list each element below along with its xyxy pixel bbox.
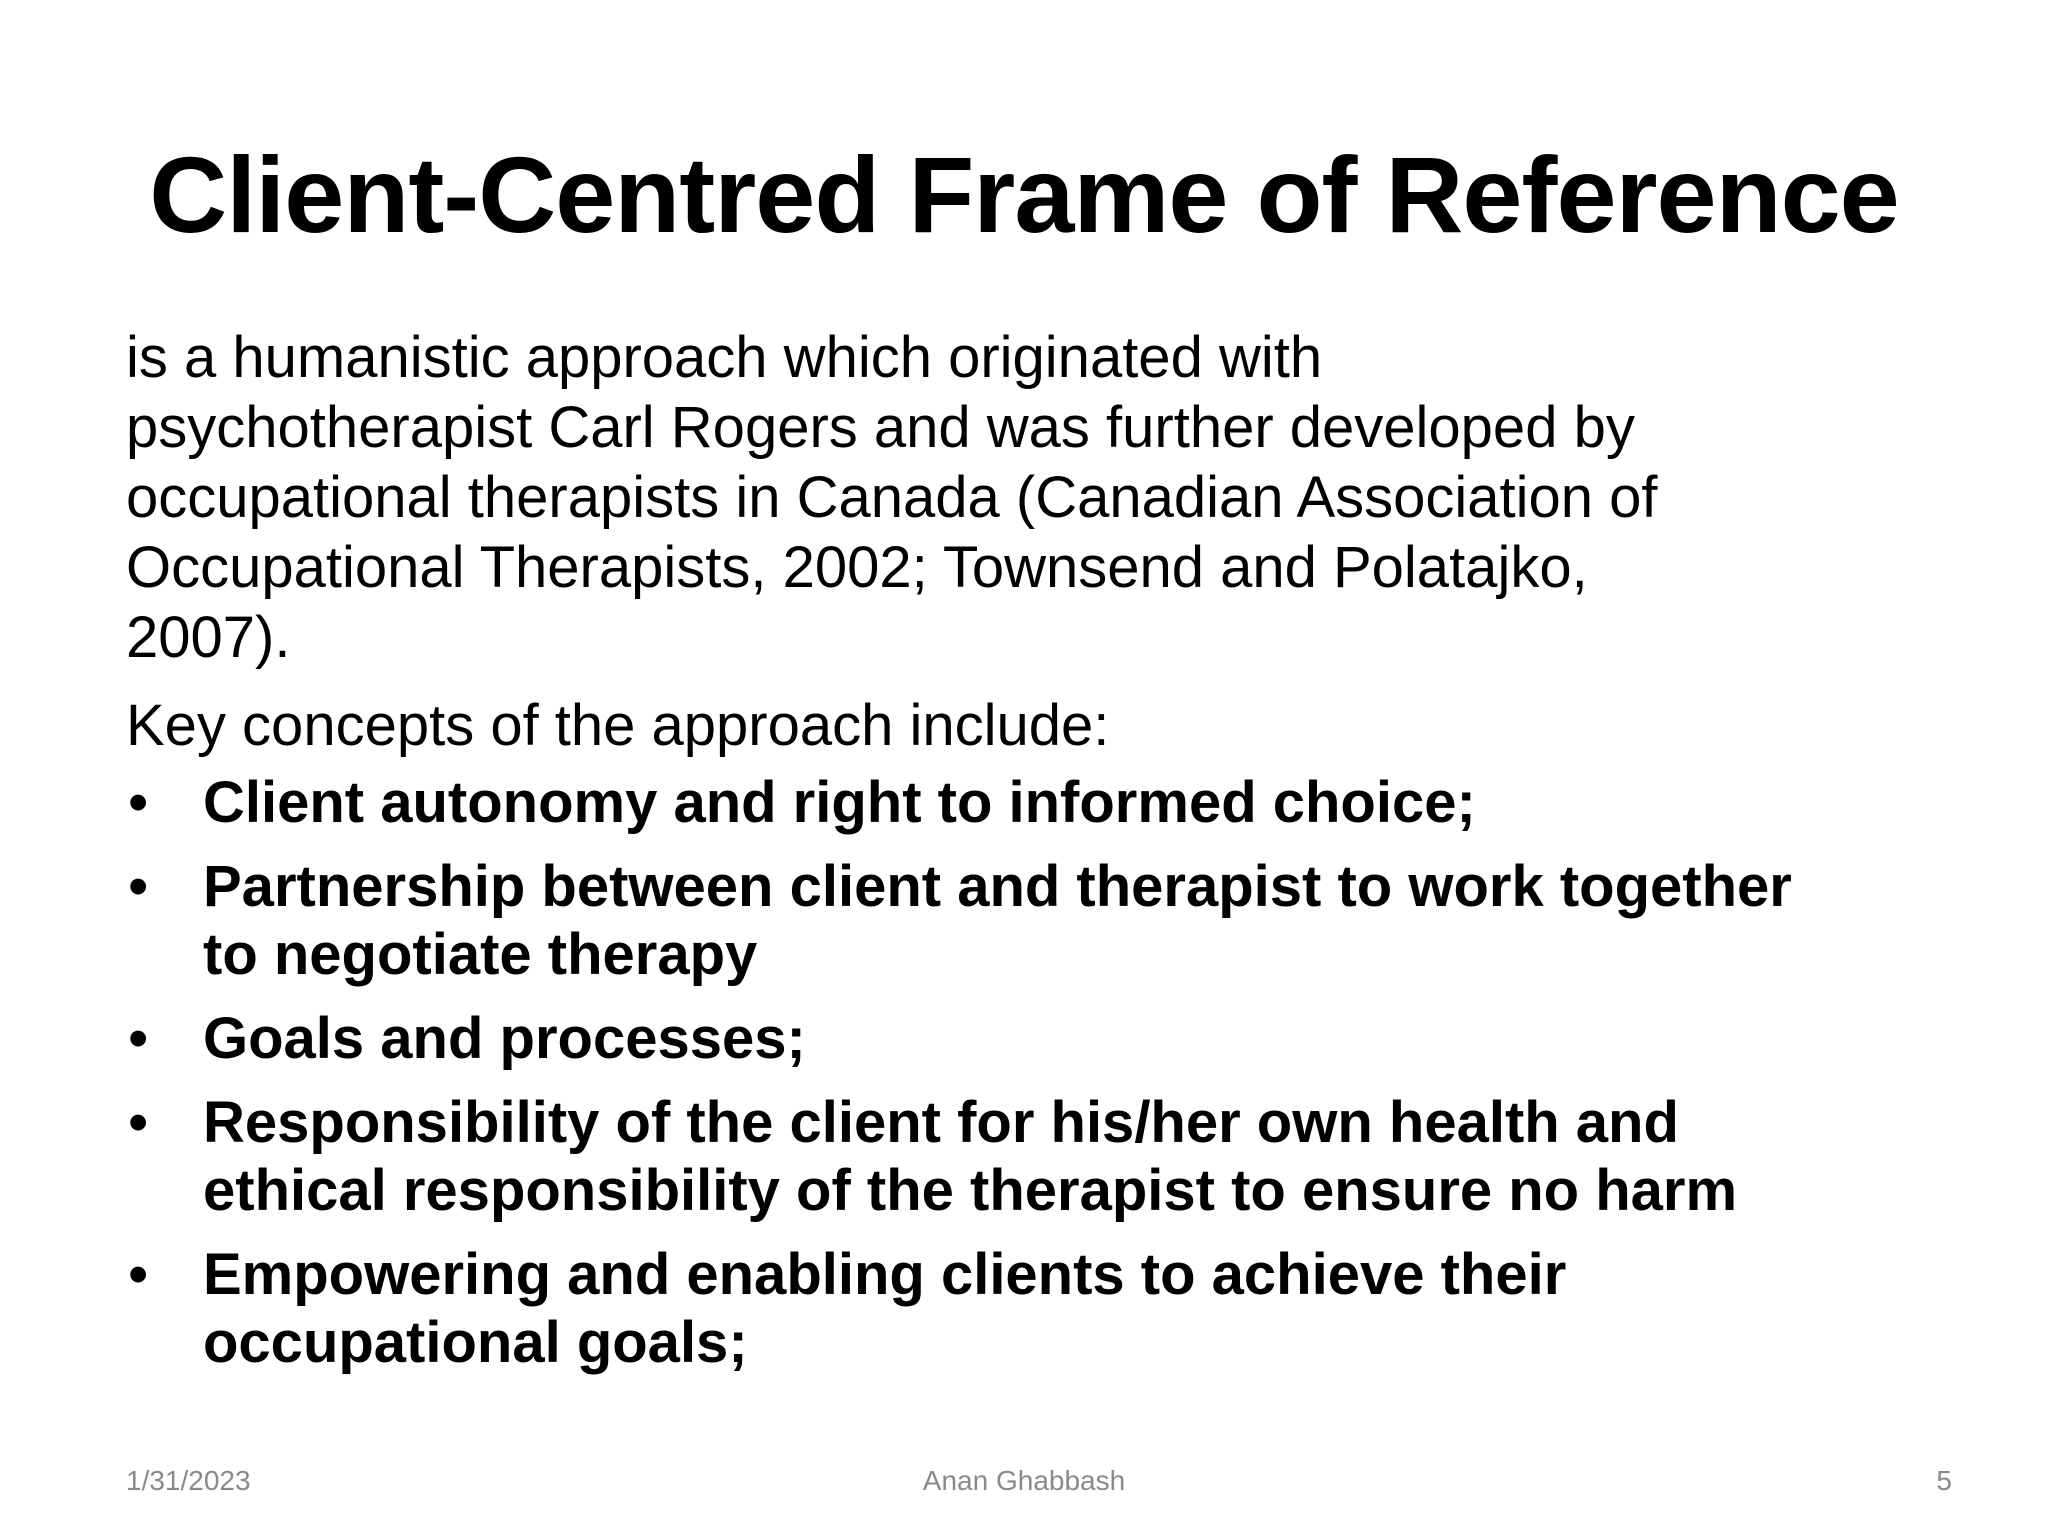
bullet-icon: • — [128, 1090, 149, 1155]
bullet-item-empowering — [126, 1241, 1956, 1377]
intro-line: 2007). — [126, 605, 291, 670]
bullet-icon: • — [128, 770, 149, 835]
bullet-line: Goals and processes; — [203, 1006, 806, 1071]
key-concepts-lead: Key concepts of the approach include: — [126, 693, 1110, 758]
bullet-line: Responsibility of the client for his/her own health and — [203, 1090, 1679, 1155]
bullet-icon: • — [128, 854, 149, 919]
bullet-item-partnership — [126, 853, 1956, 989]
bullet-line: Empowering and enabling clients to achieve their — [203, 1242, 1567, 1307]
intro-line: is a humanistic approach which originated with — [126, 325, 1323, 390]
bullet-line: occupational goals; — [203, 1310, 748, 1375]
intro-paragraph — [126, 323, 1956, 673]
bullet-item-goals — [126, 1005, 1956, 1073]
intro-line: occupational therapists in Canada (Canadian Association of — [126, 465, 1658, 530]
bullet-line: Client autonomy and right to informed choice; — [203, 770, 1476, 835]
footer-author: Anan Ghabbash — [922, 1465, 1126, 1496]
bullet-item-client-autonomy — [126, 769, 1956, 837]
key-concepts-list — [126, 769, 1956, 1377]
bullet-line: ethical responsibility of the therapist to ensure no harm — [203, 1158, 1738, 1223]
slide-body — [126, 323, 1956, 1377]
intro-line: psychotherapist Carl Rogers and was further developed by — [126, 395, 1635, 460]
footer-page-number: 5 — [1936, 1465, 1952, 1496]
bullet-icon: • — [128, 1242, 149, 1307]
intro-line: Occupational Therapists, 2002; Townsend and Polatajko, — [126, 535, 1588, 600]
footer-date: 1/31/2023 — [126, 1465, 251, 1496]
bullet-icon: • — [128, 1006, 149, 1071]
slide-title: Client-Centred Frame of Reference — [149, 134, 1899, 255]
bullet-line: to negotiate therapy — [203, 922, 758, 987]
bullet-line: Partnership between client and therapist to work together — [203, 854, 1792, 919]
bullet-item-responsibility — [126, 1089, 1956, 1225]
